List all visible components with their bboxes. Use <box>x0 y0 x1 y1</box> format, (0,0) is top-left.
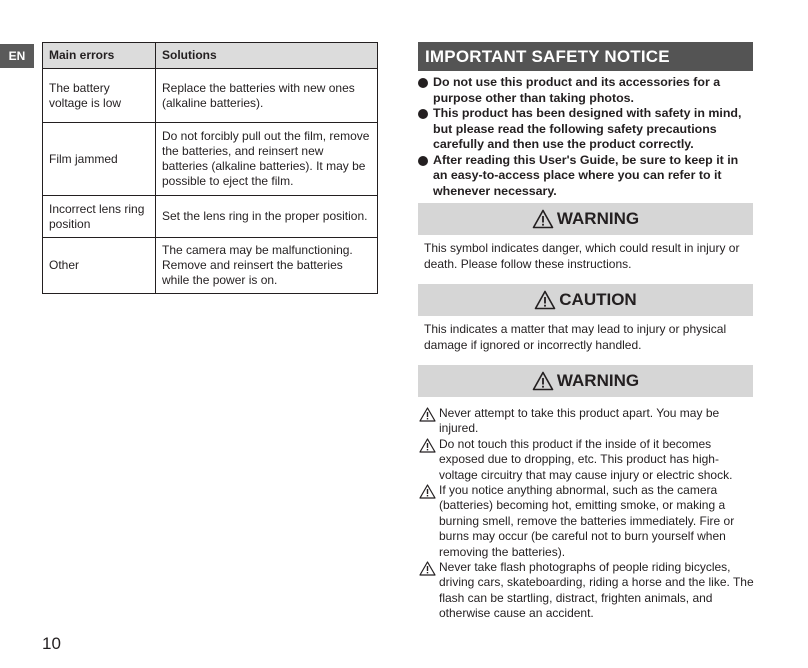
solution-cell: The camera may be malfunctioning. Remove and reinsert the batteries while the power is on. <box>156 238 378 294</box>
errors-table <box>42 42 378 294</box>
warning-triangle-icon <box>419 484 436 499</box>
list-item <box>418 483 754 560</box>
warning-banner-2 <box>418 365 753 397</box>
warning-triangle-icon <box>419 407 436 422</box>
warning-text: Never take flash photographs of people riding bicycles, driving cars, skateboarding, riding a horse and the like. The flash can be startling, distract, frighten animals, and otherwise cause an accident. <box>439 560 754 621</box>
list-item <box>418 560 754 622</box>
error-cell: Incorrect lens ring position <box>43 196 156 238</box>
solution-cell: Do not forcibly pull out the film, remove the batteries, and reinsert new batteries (alkaline batteries). It may be possible to eject the film. <box>156 123 378 196</box>
bullet-text: After reading this User's Guide, be sure to keep it in an easy-to-access place where you can refer to it whenever necessary. <box>433 152 739 198</box>
language-tab: EN <box>0 44 34 68</box>
header-solutions: Solutions <box>156 43 378 69</box>
warning-triangle-icon <box>532 209 554 229</box>
safety-notice-title: IMPORTANT SAFETY NOTICE <box>418 42 753 71</box>
table-row <box>43 238 378 294</box>
warning-triangle-icon <box>419 438 436 453</box>
error-cell: The battery voltage is low <box>43 69 156 123</box>
caution-label: CAUTION <box>559 290 637 309</box>
list-item <box>418 437 754 483</box>
table-row <box>43 69 378 123</box>
error-cell: Other <box>43 238 156 294</box>
warning-banner <box>418 203 753 235</box>
caution-banner <box>418 284 753 316</box>
warning-text: Do not touch this product if the inside of it becomes exposed due to dropping, etc. This product has high-voltage circuitry that may cause injury or electric shock. <box>439 436 733 482</box>
warning-label: WARNING <box>556 209 640 228</box>
bullet-icon <box>418 78 428 88</box>
bullet-text: This product has been designed with safety in mind, but please read the following safety precautions carefully and then use the product correctly. <box>433 106 742 151</box>
table-row <box>43 123 378 196</box>
list-item <box>418 75 753 106</box>
warning-triangle-icon <box>532 371 554 391</box>
warning-triangle-icon <box>419 561 436 576</box>
list-item <box>418 106 753 153</box>
table-row <box>43 196 378 238</box>
caution-triangle-icon <box>534 290 556 310</box>
safety-notice <box>418 42 753 199</box>
warning-text: Never attempt to take this product apart. You may be injured. <box>439 406 720 436</box>
warning-label-2: WARNING <box>556 371 640 390</box>
error-cell: Film jammed <box>43 123 156 196</box>
bullet-icon <box>418 156 428 166</box>
caution-description: This indicates a matter that may lead to injury or physical damage if ignored or incorrectly handled. <box>424 322 727 352</box>
header-main-errors: Main errors <box>43 43 156 69</box>
list-item <box>418 153 753 200</box>
solution-cell: Replace the batteries with new ones (alkaline batteries). <box>156 69 378 123</box>
safety-bullets <box>418 75 753 199</box>
warning-description: This symbol indicates danger, which could result in injury or death. Please follow these instructions. <box>424 241 740 271</box>
warning-text: If you notice anything abnormal, such as the camera (batteries) becoming hot, emitting smoke, or making a burning smell, remove the batteries immediately. Fire or burns may occur (be careful not to burn yourself when removing the batteries). <box>439 483 735 559</box>
bullet-text: Do not use this product and its accessories for a purpose other than taking photos. <box>433 75 721 105</box>
list-item <box>418 406 754 437</box>
page-number: 10 <box>42 634 61 653</box>
table-header-row <box>43 43 378 69</box>
bullet-icon <box>418 109 428 119</box>
warnings-list <box>418 406 754 622</box>
solution-cell: Set the lens ring in the proper position. <box>156 196 378 238</box>
